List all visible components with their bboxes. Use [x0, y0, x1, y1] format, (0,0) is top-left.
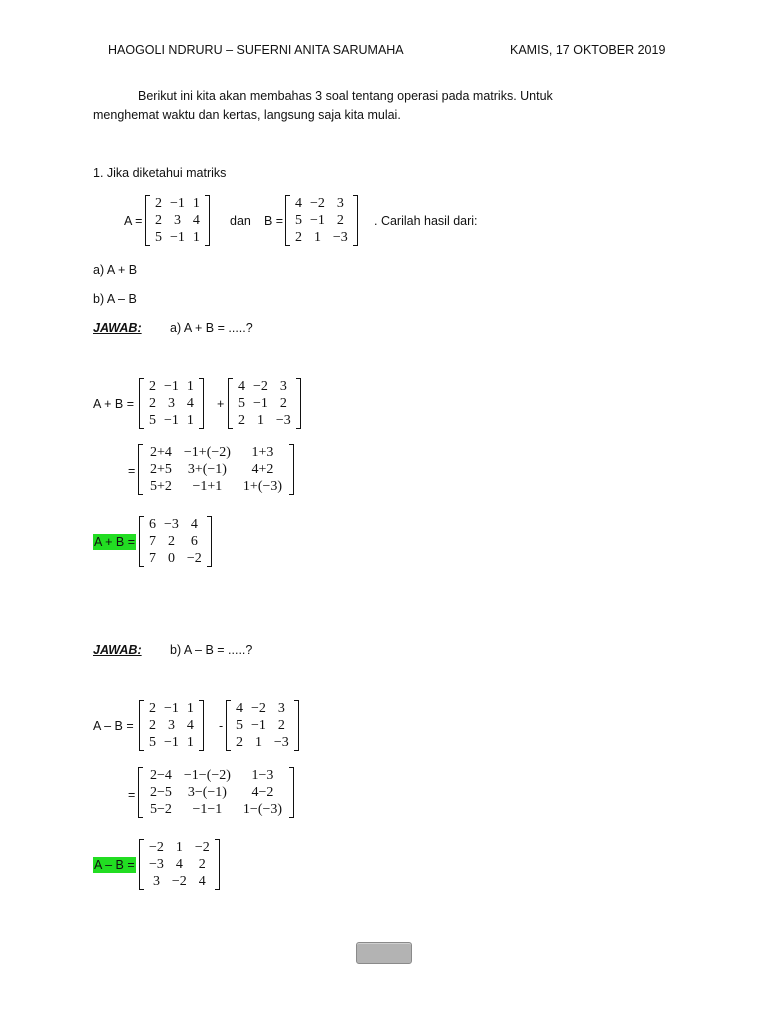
matrix-cell: 2: [295, 230, 302, 245]
part-b: b) A – B: [93, 292, 137, 306]
matrix-cell: 4+2: [251, 462, 274, 477]
matrix-cell: −2: [310, 196, 325, 211]
sum-equals: =: [128, 464, 136, 478]
matrix-cell: 1: [175, 840, 183, 855]
matrix-cell: 5: [149, 413, 156, 428]
header-date: KAMIS, 17 OKTOBER 2019: [510, 43, 666, 57]
matrix-cell: −1−(−2): [183, 768, 231, 783]
matrix-cell: 5: [155, 230, 162, 245]
matrix-a: [145, 195, 210, 246]
matrix-cell: −2: [253, 379, 268, 394]
matrix-cell: 1: [192, 230, 200, 245]
matrix-cell: −1: [164, 379, 179, 394]
matrix-cell: 2−4: [150, 768, 172, 783]
matrix-cell: 1: [313, 230, 321, 245]
matrix-cell: 2: [279, 396, 287, 411]
matrix-cell: 7: [149, 534, 156, 549]
matrix-cell: −1−1: [192, 802, 223, 817]
matrix-cell: 2: [336, 213, 344, 228]
matrix-cell: −1: [164, 701, 179, 716]
minus-operator: -: [219, 719, 224, 733]
matrix-cell: −1: [170, 196, 185, 211]
matrix-cell: 2+4: [150, 445, 172, 460]
matrix-cell: 6: [190, 534, 198, 549]
plus-operator: +: [217, 397, 225, 411]
matrix-cell: 5: [149, 735, 156, 750]
matrix-cell: −1: [170, 230, 185, 245]
matrix-cell: −1: [164, 735, 179, 750]
matrix-cell: −2: [251, 701, 266, 716]
matrix-cell: 3: [167, 718, 175, 733]
diff-matrix-b: [226, 700, 299, 751]
matrix-cell: 3: [152, 874, 160, 889]
matrix-cell: 0: [167, 551, 175, 566]
matrix-cell: −1: [251, 718, 266, 733]
matrix-cell: 2: [277, 718, 285, 733]
matrix-cell: −1+1: [192, 479, 223, 494]
jawab-b-question: b) A – B = .....?: [170, 643, 253, 657]
matrix-cell: −3: [275, 413, 291, 428]
matrix-cell: 3: [336, 196, 344, 211]
matrix-cell: 4: [192, 213, 200, 228]
matrix-cell: −3: [149, 857, 164, 872]
matrix-cell: 2: [238, 413, 245, 428]
matrix-cell: 5: [236, 718, 243, 733]
matrix-cell: 3: [277, 701, 285, 716]
matrix-cell: 1−(−3): [242, 802, 283, 817]
sum-expanded-matrix: [138, 444, 294, 495]
matrix-cell: 2: [149, 379, 156, 394]
diff-lhs-label: A – B =: [93, 719, 134, 733]
matrix-cell: 1: [186, 701, 194, 716]
matrix-cell: 4: [190, 517, 198, 532]
matrix-cell: 2: [149, 396, 156, 411]
matrix-cell: 4−2: [251, 785, 274, 800]
matrix-cell: 1+3: [251, 445, 274, 460]
jawab-a-question: a) A + B = .....?: [170, 321, 253, 335]
matrix-cell: 1+(−3): [242, 479, 283, 494]
matrix-cell: 4: [236, 701, 243, 716]
matrix-cell: 2−5: [150, 785, 172, 800]
matrix-cell: 3: [167, 396, 175, 411]
matrix-b-label: B =: [264, 214, 284, 228]
matrix-cell: 3−(−1): [187, 785, 227, 800]
matrix-cell: 1−3: [251, 768, 274, 783]
matrix-cell: 1: [186, 413, 194, 428]
matrix-cell: 2: [149, 718, 156, 733]
diff-result-label: [93, 858, 136, 872]
matrix-cell: 4: [295, 196, 302, 211]
jawab-a-label: JAWAB:: [93, 321, 142, 335]
matrix-a-label: A =: [124, 214, 143, 228]
dan-text: dan: [230, 214, 251, 228]
matrix-cell: 3: [173, 213, 181, 228]
matrix-cell: 2: [155, 213, 162, 228]
highlight: A – B =: [94, 858, 135, 872]
matrix-cell: 7: [149, 551, 156, 566]
matrix-cell: 5−2: [150, 802, 172, 817]
matrix-cell: 1: [254, 735, 262, 750]
matrix-cell: 5: [295, 213, 302, 228]
sum-matrix-a: [139, 378, 204, 429]
matrix-cell: −2: [171, 874, 187, 889]
matrix-cell: 1: [186, 379, 194, 394]
problem-title: 1. Jika diketahui matriks: [93, 166, 227, 180]
matrix-cell: 4: [175, 857, 183, 872]
part-a: a) A + B: [93, 263, 138, 277]
intro-line-1: Berikut ini kita akan membahas 3 soal tentang operasi pada matriks. Untuk: [138, 89, 553, 103]
highlight: A + B =: [94, 535, 136, 549]
matrix-cell: −2: [149, 840, 164, 855]
jawab-b-label: JAWAB:: [93, 643, 142, 657]
matrix-cell: 4: [238, 379, 245, 394]
matrix-cell: 2: [167, 534, 175, 549]
matrix-cell: 1: [186, 735, 194, 750]
diff-equals: =: [128, 788, 136, 802]
matrix-cell: 4: [186, 396, 194, 411]
matrix-cell: 3+(−1): [187, 462, 227, 477]
matrix-cell: −3: [273, 735, 289, 750]
matrix-cell: 1: [192, 196, 200, 211]
matrix-cell: 6: [149, 517, 156, 532]
matrix-cell: 3: [279, 379, 287, 394]
matrix-cell: 4: [198, 874, 206, 889]
matrix-cell: 1: [256, 413, 264, 428]
matrix-cell: 5+2: [150, 479, 172, 494]
page-nav-button[interactable]: [356, 942, 412, 964]
matrix-cell: −3: [164, 517, 179, 532]
matrix-cell: −1: [253, 396, 268, 411]
matrix-cell: −3: [332, 230, 348, 245]
matrix-cell: 2: [198, 857, 206, 872]
matrix-cell: 2: [149, 701, 156, 716]
diff-result-matrix: [139, 839, 220, 890]
matrix-cell: 2+5: [150, 462, 172, 477]
matrix-cell: −1: [164, 413, 179, 428]
sum-result-matrix: [139, 516, 212, 567]
matrix-cell: −2: [186, 551, 202, 566]
intro-line-2: menghemat waktu dan kertas, langsung saja kita mulai.: [93, 108, 401, 122]
matrix-b: [285, 195, 358, 246]
matrix-cell: −1+(−2): [183, 445, 231, 460]
matrix-cell: 5: [238, 396, 245, 411]
matrix-cell: −1: [310, 213, 325, 228]
matrix-cell: 2: [236, 735, 243, 750]
header-authors: HAOGOLI NDRURU – SUFERNI ANITA SARUMAHA: [108, 43, 404, 57]
diff-expanded-matrix: [138, 767, 294, 818]
diff-matrix-a: [139, 700, 204, 751]
sum-result-label: [93, 535, 136, 549]
sum-lhs-label: A + B =: [93, 397, 135, 411]
ask-text: . Carilah hasil dari:: [374, 214, 478, 228]
matrix-cell: 2: [155, 196, 162, 211]
matrix-cell: −2: [194, 840, 210, 855]
sum-matrix-b: [228, 378, 301, 429]
matrix-cell: 4: [186, 718, 194, 733]
